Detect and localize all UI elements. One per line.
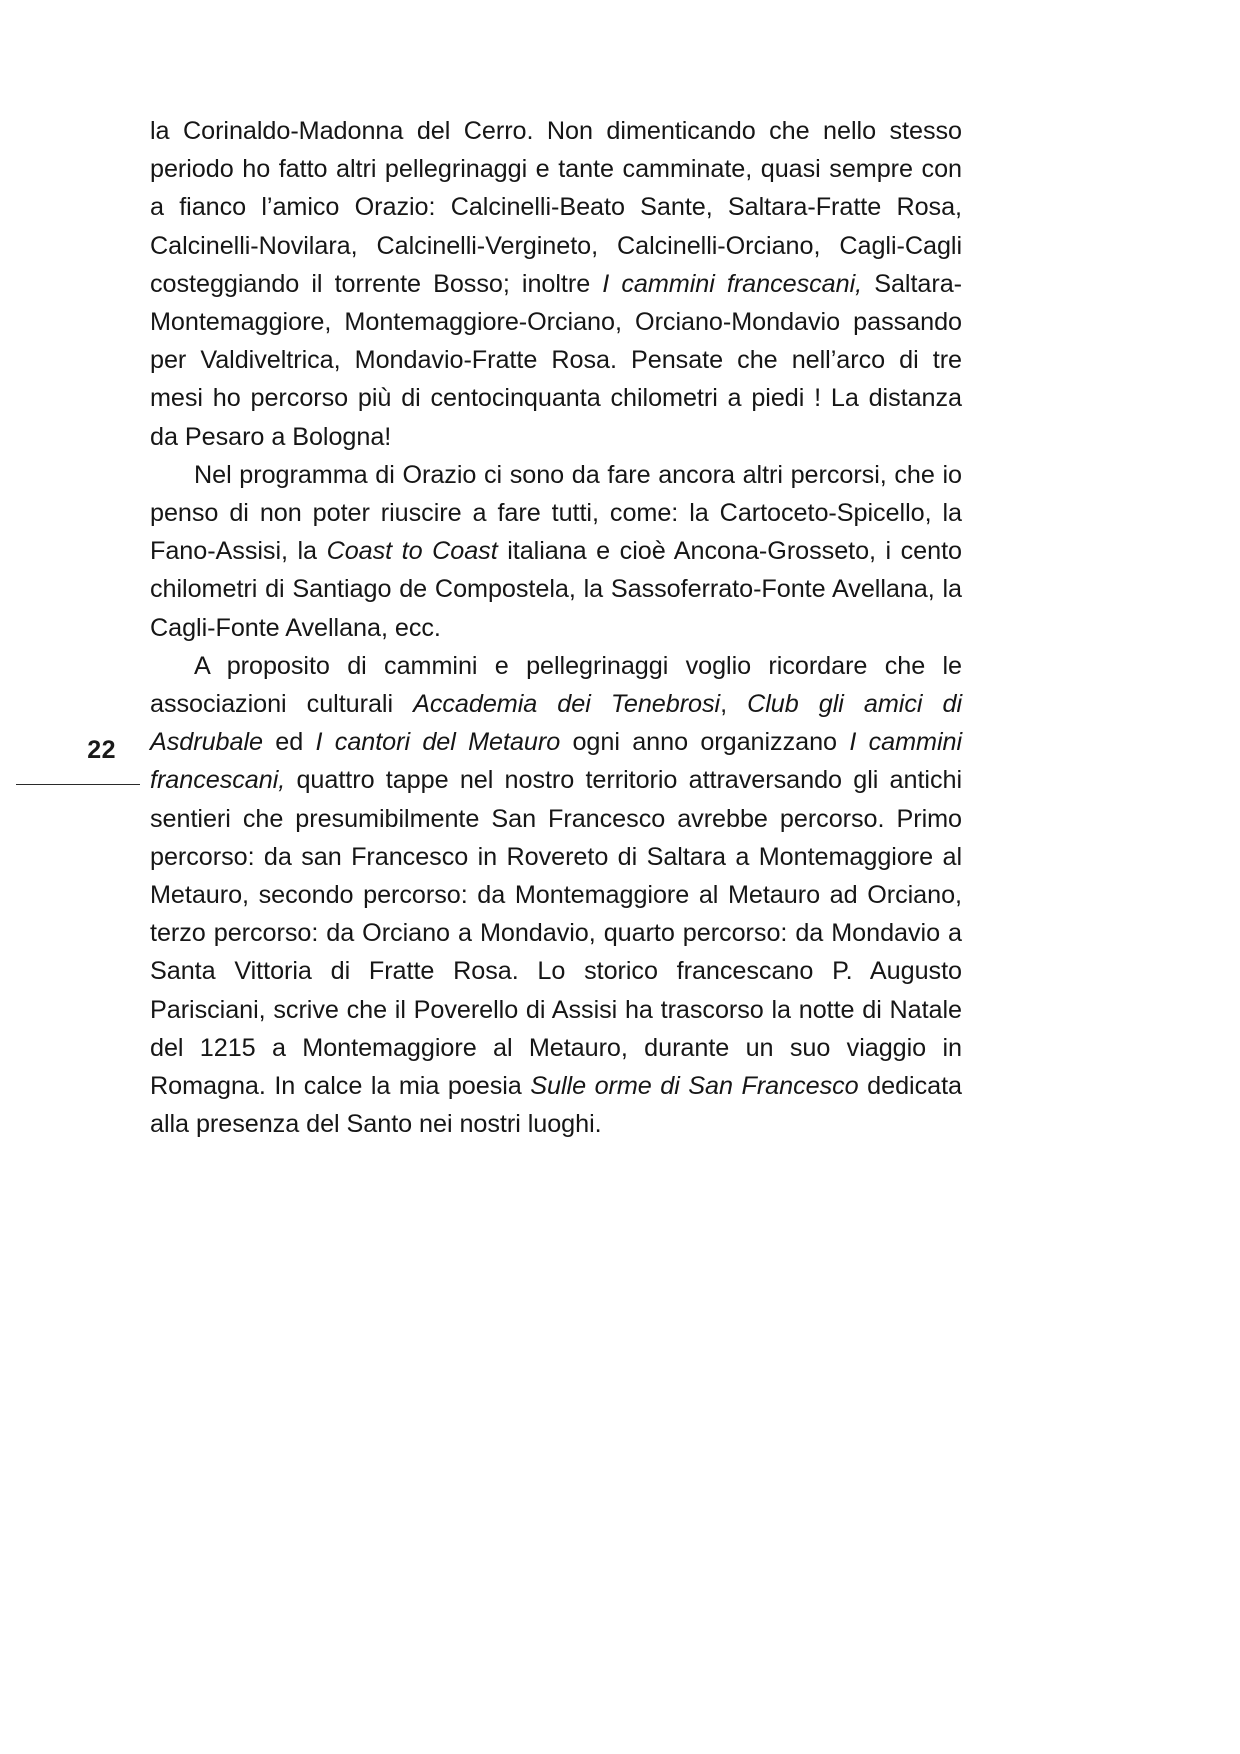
text-run: italiana e cioè Ancona-Grosseto, i cento chilometri di Santiago de Compostela, la Sassoferrato-Fonte Avellana, la Cagli-Fonte Avellana, ecc.	[150, 537, 963, 642]
italic-text-run: Accademia dei Tenebrosi	[413, 690, 721, 719]
text-run: la Corinaldo-Madonna del Cerro. Non dimenticando che nello stesso periodo ho fatto altri pellegrinaggi e tante camminate, quasi sempre con a fianco l’amico Orazio: Calcinelli-Beato Sante, Saltara-Fratte Rosa, Calcinelli-Novilara, Calcinelli-Vergineto, Calcinelli-Orciano, Cagli-Cagli costeggiando il torrente Bosso; inoltre	[150, 117, 962, 298]
text-run: Saltara-Montemaggiore, Montemaggiore-Orciano, Orciano-Mondavio passando per Valdiveltrica, Mondavio-Fratte Rosa. Pensate che nell’arco di tre mesi ho percorso più di centocinquanta chilometri a piedi ! La distanza da Pesaro a Bologna!	[150, 269, 962, 451]
italic-text-run: Coast to Coast	[326, 537, 498, 566]
text-run: dedicata alla presenza del Santo nei nostri luoghi.	[150, 1072, 962, 1139]
italic-text-run: I cantori del Metauro	[315, 728, 561, 757]
italic-text-run: Club gli amici di Asdrubale	[150, 690, 963, 757]
text-run: A proposito di cammini e pellegrinaggi voglio ricordare che le associazioni culturali	[150, 651, 962, 719]
italic-text-run: I cammini francescani,	[602, 269, 863, 298]
folio-divider-rule	[16, 784, 140, 785]
text-run: Nel programma di Orazio ci sono da fare ancora altri percorsi, che io penso di non poter riuscire a fare tutti, come: la Cartoceto-Spicello, la Fano-Assisi, la	[150, 460, 962, 566]
italic-text-run: I cammini francescani,	[150, 728, 962, 795]
body-paragraph	[150, 647, 962, 1144]
page-number: 22	[87, 736, 116, 764]
page-number-block	[0, 738, 128, 763]
italic-text-run: Sulle orme di San Francesco	[530, 1072, 859, 1101]
body-text-column	[150, 112, 962, 1143]
body-paragraph	[150, 456, 962, 647]
text-run: quattro tappe nel nostro territorio attraversando gli antichi sentieri che presumibilmente San Francesco avrebbe percorso. Primo percorso: da san Francesco in Rovereto di Saltara a Montemaggiore al Metauro, secondo percorso: da Montemaggiore al Metauro ad Orciano, terzo percorso: da Orciano a Mondavio, quarto percorso: da Mondavio a Santa Vittoria di Fratte Rosa. Lo storico francescano P. Augusto Parisciani, scrive che il Poverello di Assisi ha trascorso la notte di Natale del 1215 a Montemaggiore al Metauro, durante un suo viaggio in Romagna. In calce la mia poesia	[150, 766, 962, 1101]
text-run: ed	[262, 728, 316, 757]
body-paragraph	[150, 112, 962, 456]
text-run: ogni anno organizzano	[560, 728, 850, 757]
text-run: ,	[720, 690, 748, 719]
